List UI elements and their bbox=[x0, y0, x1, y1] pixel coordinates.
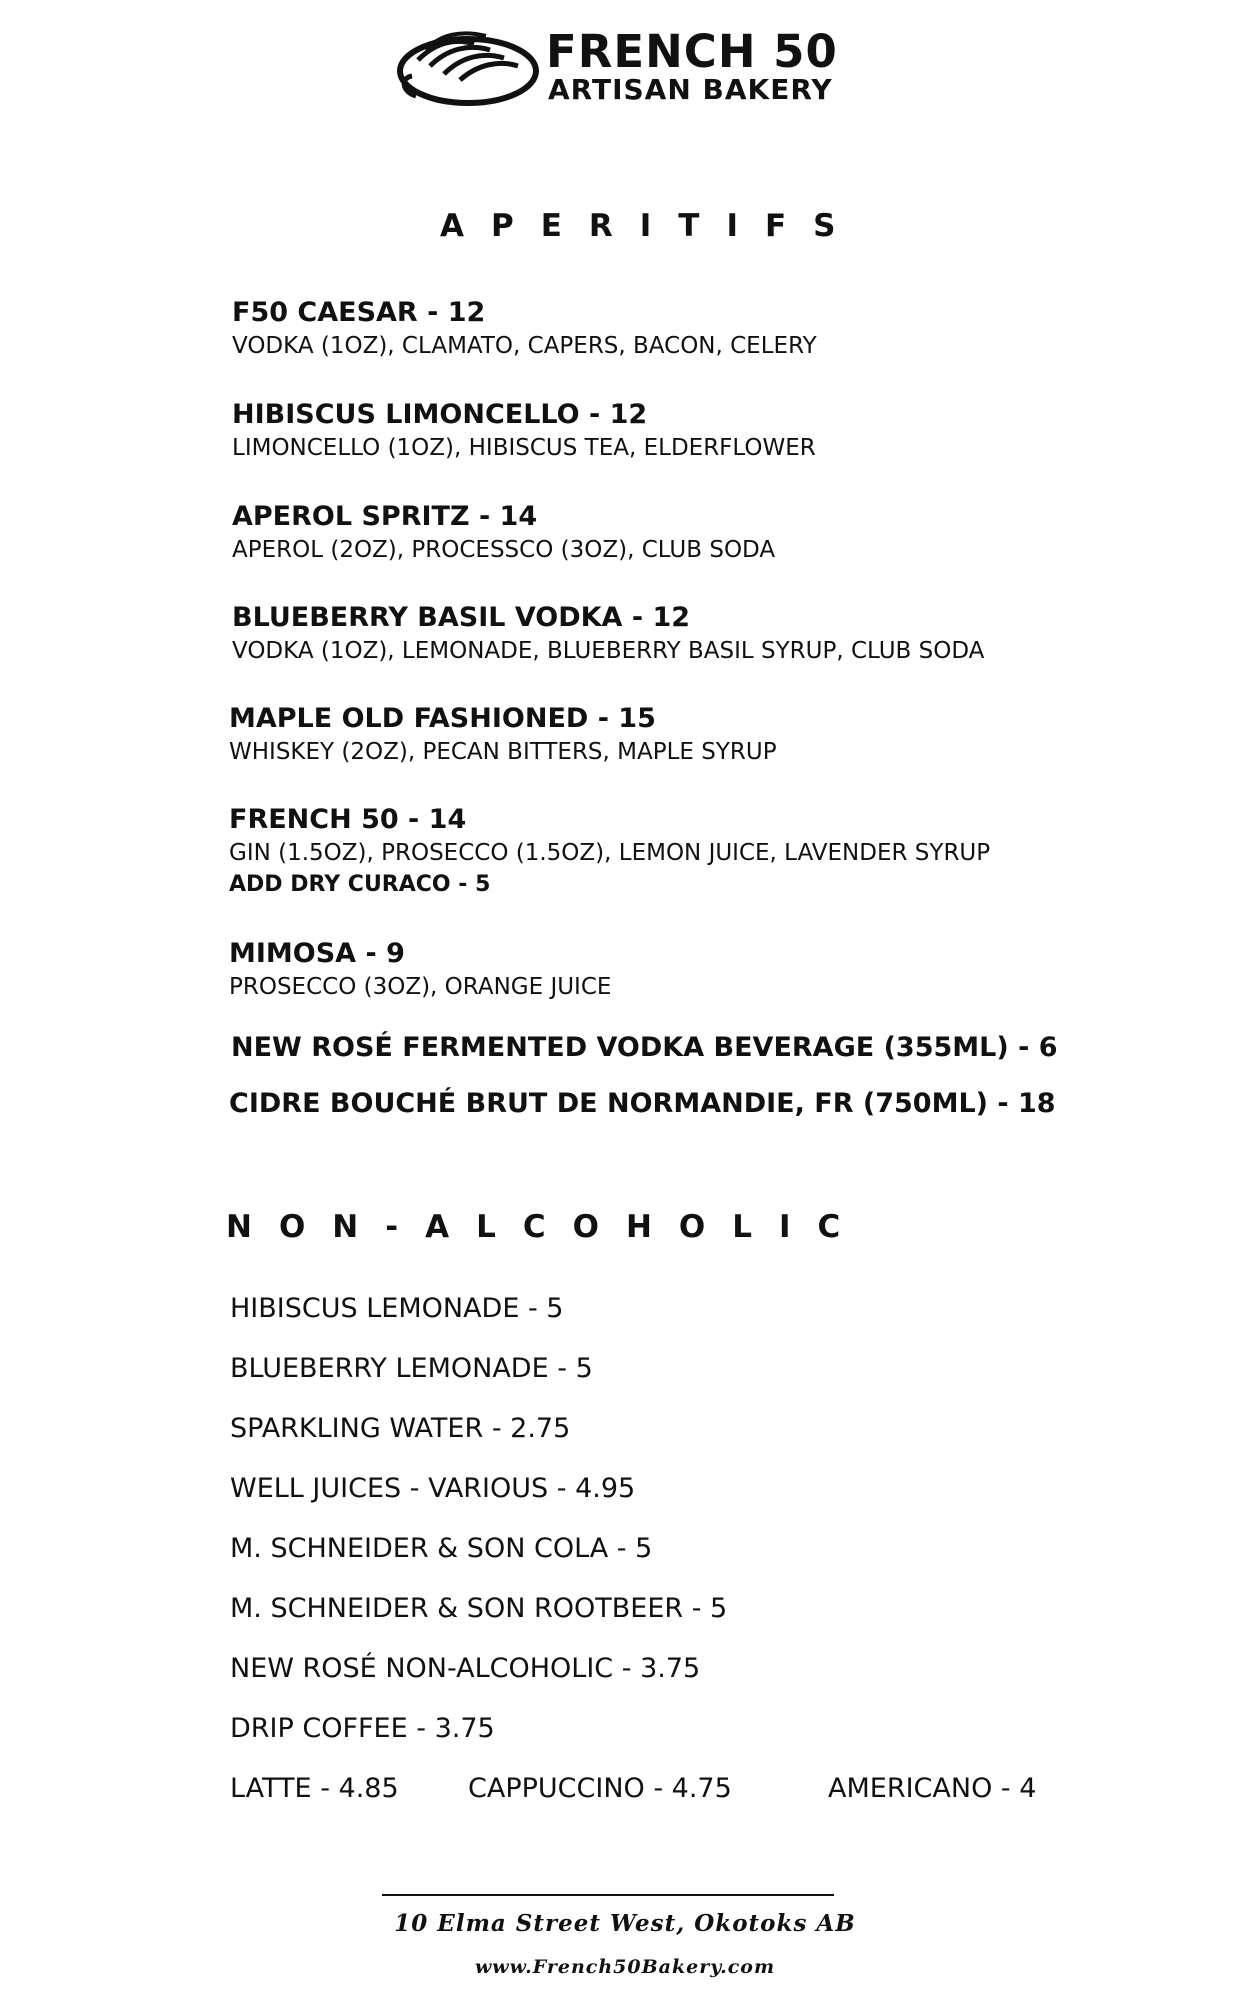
menu-item-blueberry-lemonade: BLUEBERRY LEMONADE - 5 bbox=[230, 1353, 593, 1384]
item-description: WHISKEY (2OZ), PECAN BITTERS, MAPLE SYRUP bbox=[229, 739, 777, 765]
item-name: HIBISCUS LIMONCELLO - 12 bbox=[232, 399, 648, 430]
menu-item-americano: AMERICANO - 4 bbox=[828, 1773, 1037, 1804]
menu-item-cidre: CIDRE BOUCHÉ BRUT DE NORMANDIE, FR (750ML) - 18 bbox=[229, 1088, 1056, 1119]
item-name: APEROL SPRITZ - 14 bbox=[232, 501, 538, 532]
menu-item-blueberry-basil-vodka bbox=[232, 601, 1132, 667]
menu-item-aperol-spritz bbox=[232, 500, 1132, 566]
menu-item-sparkling-water: SPARKLING WATER - 2.75 bbox=[230, 1413, 571, 1444]
item-addon: ADD DRY CURACO - 5 bbox=[229, 872, 491, 897]
menu-item-latte: LATTE - 4.85 bbox=[230, 1773, 399, 1804]
item-description: VODKA (1OZ), LEMONADE, BLUEBERRY BASIL SYRUP, CLUB SODA bbox=[232, 638, 985, 664]
item-name: MAPLE OLD FASHIONED - 15 bbox=[229, 703, 656, 734]
brand-name: FRENCH 50 bbox=[546, 25, 838, 78]
menu-item-drip-coffee: DRIP COFFEE - 3.75 bbox=[230, 1713, 495, 1744]
item-name: F50 CAESAR - 12 bbox=[232, 297, 486, 328]
menu-item-f50-caesar bbox=[232, 296, 1132, 362]
menu-item-french-50 bbox=[229, 803, 1129, 901]
brand-tagline: ARTISAN BAKERY bbox=[548, 73, 833, 106]
footer-website: www.French50Bakery.com bbox=[474, 1956, 776, 1978]
menu-item-hibiscus-limoncello bbox=[232, 398, 1132, 464]
menu-item-cola: M. SCHNEIDER & SON COLA - 5 bbox=[230, 1533, 653, 1564]
menu-item-rose-non-alcoholic: NEW ROSÉ NON-ALCOHOLIC - 3.75 bbox=[230, 1653, 701, 1684]
menu-item-cappuccino: CAPPUCCINO - 4.75 bbox=[468, 1773, 732, 1804]
item-name: BLUEBERRY BASIL VODKA - 12 bbox=[232, 602, 691, 633]
item-description: VODKA (1OZ), CLAMATO, CAPERS, BACON, CELERY bbox=[232, 333, 817, 359]
menu-item-rootbeer: M. SCHNEIDER & SON ROOTBEER - 5 bbox=[230, 1593, 728, 1624]
item-description: LIMONCELLO (1OZ), HIBISCUS TEA, ELDERFLOWER bbox=[232, 435, 816, 461]
item-description: PROSECCO (3OZ), ORANGE JUICE bbox=[229, 974, 612, 1000]
brand-logo bbox=[396, 26, 876, 106]
aperitifs-title: APERITIFS bbox=[440, 208, 863, 244]
item-description: GIN (1.5OZ), PROSECCO (1.5OZ), LEMON JUICE, LAVENDER SYRUP bbox=[229, 840, 991, 866]
menu-item-mimosa bbox=[229, 937, 1129, 1003]
menu-item-hibiscus-lemonade: HIBISCUS LEMONADE - 5 bbox=[230, 1293, 564, 1324]
item-name: MIMOSA - 9 bbox=[229, 938, 405, 969]
item-name: FRENCH 50 - 14 bbox=[229, 804, 467, 835]
footer-address: 10 Elma Street West, Okotoks AB bbox=[394, 1910, 856, 1937]
menu-item-maple-old-fashioned bbox=[229, 702, 1129, 768]
footer-divider bbox=[382, 1894, 834, 1896]
item-description: APEROL (2OZ), PROCESSCO (3OZ), CLUB SODA bbox=[232, 537, 776, 563]
non-alcoholic-title: NON-ALCOHOLIC bbox=[226, 1209, 868, 1245]
bread-loaf-icon bbox=[396, 26, 546, 112]
menu-item-well-juices: WELL JUICES - VARIOUS - 4.95 bbox=[230, 1473, 636, 1504]
menu-item-rose-vodka: NEW ROSÉ FERMENTED VODKA BEVERAGE (355ML) - 6 bbox=[231, 1032, 1058, 1063]
